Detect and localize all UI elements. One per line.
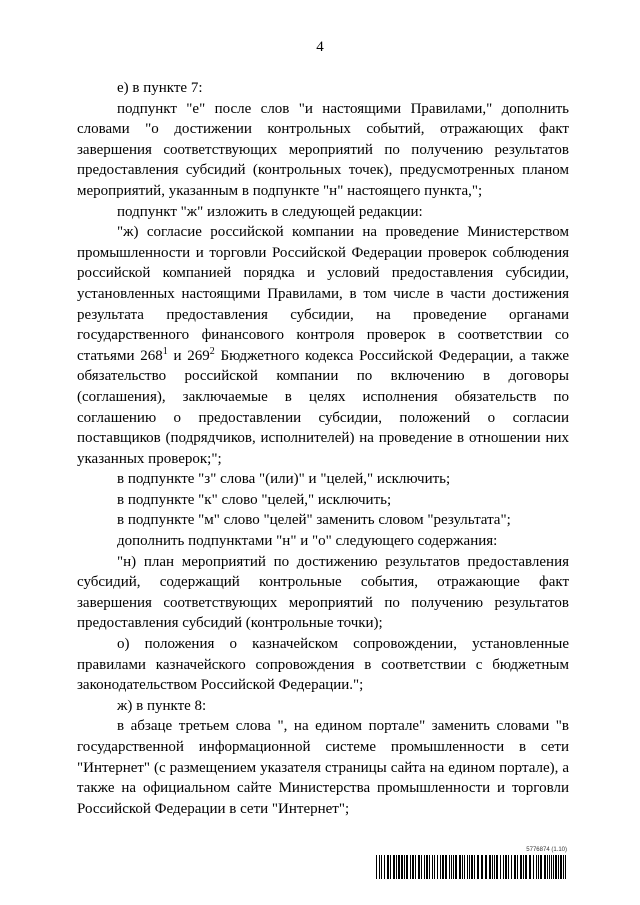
paragraph-subitem-k: в подпункте "к" слово "целей," исключить; [117,491,392,508]
text-fragment: и 269 [167,347,210,364]
barcode-icon [376,855,567,879]
paragraph-subitem-m: в подпункте "м" слово "целей" заменить словом "результата"; [117,512,511,529]
barcode-block [376,847,567,879]
paragraph-subitem-n: "н) план мероприятий по достижению результатов предоставления субсидий, содержащий контрольные события, отражающие факт завершения соответствующих мероприятий по получению результатов предоставления субсидий (контрольные точки); [77,553,569,632]
barcode-number: 5776874 (1.10) [526,847,567,853]
page-number: 4 [316,39,324,55]
paragraph-subitem-o: о) положения о казначейском сопровождении, установленные правилами казначейского сопровождения в соответствии с бюджетным законодательством Российской Федерации."; [77,636,569,694]
paragraph-subitem-z: в подпункте "з" слова "(или)" и "целей," исключить; [117,471,451,488]
text-fragment: "ж) согласие российской компании на проведение Министерством промышленности и торговли Российской Федерации проверок соблюдения российской компанией порядка и условий предоставления субсидии, установленных настоящими Правилами, в том числе в части достижения результата предоставления субсидии, на проведение органами государственного финансового контроля проверок в соответствии со статьями 268 [77,224,569,364]
document-body [77,78,569,819]
paragraph-subitem-e: подпункт "е" после слов "и настоящими Правилами," дополнить словами "о достижении контрольных событий, отражающих факт завершения соответствующих мероприятий по получению результатов предоставления субсидий (контрольных точек), предусмотренных планом мероприятий, указанным в подпункте "н" настоящего пункта,"; [77,100,569,199]
paragraph-add-subitems: дополнить подпунктами "н" и "о" следующего содержания: [117,533,498,550]
paragraph-item-e: е) в пункте 7: [117,80,203,96]
text-fragment: Бюджетного кодекса Российской Федерации, а также обязательство российской компании по включению в договоры (соглашения), заключаемые в целях исполнения обязательств по соглашению о предоставлении субсидии, положений о согласии поставщиков (подрядчиков, исполнителей) на проведение в отношении них указанных проверок;"; [77,347,569,467]
paragraph-item-8-abz3: в абзаце третьем слова ", на едином портале" заменить словами "в государственной информационной системе промышленности в сети "Интернет" (с размещением указателя страницы сайта на едином портале), а также на официальном сайте Министерства промышленности и торговли Российской Федерации в сети "Интернет"; [77,718,569,817]
paragraph-item-zh: ж) в пункте 8: [117,697,207,714]
superscript: 2 [209,345,215,357]
paragraph-subitem-zh-intro: подпункт "ж" изложить в следующей редакции: [117,203,423,220]
paragraph-subitem-zh-text [77,222,569,469]
superscript: 1 [162,345,168,357]
